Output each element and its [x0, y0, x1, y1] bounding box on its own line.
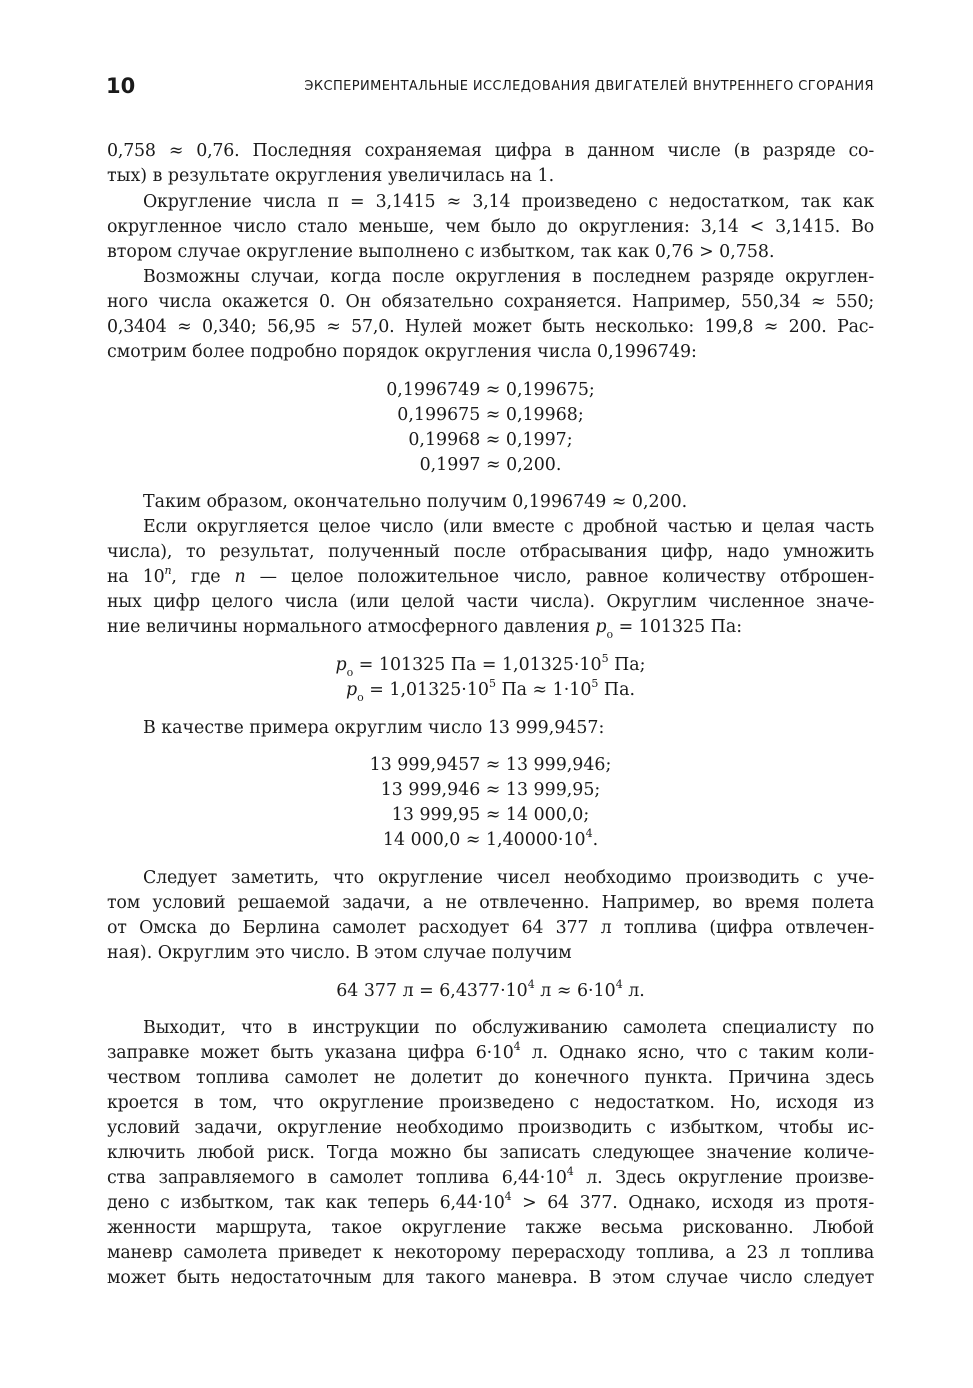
formula-line: $p_о = 101325$ Па = $1,01325\cdot 10^5$ Па; — [335, 652, 646, 680]
equation-line: 0,1996749 ≈ 0,199675; — [386, 380, 595, 400]
text-line: ных цифр целого числа (или целой части числа). Округлим численное значе- — [107, 592, 874, 612]
text-line: ного числа окажется 0. Он обязательно сохраняется. Например, 550,34 ≈ 550; — [107, 292, 874, 312]
text-line: В качестве примера округлим число 13 999,9457: — [143, 718, 605, 738]
equation-line: 13 999,946 ≈ 13 999,95; — [380, 780, 601, 800]
text-line: кроется в том, что округление произведено с недостатком. Но, исходя из — [107, 1093, 874, 1113]
equation-line: 14 $000,0 \approx 1,40000\cdot 10^4$. — [382, 827, 599, 850]
text-line: ние величины нормального атмосферного давления $p_о = 101325$ Па: — [107, 617, 743, 642]
text-line: Следует заметить, что округление чисел необходимо производить с уче- — [143, 868, 874, 888]
text-line: чеством топлива самолет не долетит до конечного пункта. Причина здесь — [107, 1068, 874, 1088]
equation-line: 0,199675 ≈ 0,19968; — [397, 405, 584, 425]
text-line: смотрим более подробно порядок округления числа 0,1996749: — [107, 342, 697, 362]
text-line: от Омска до Берлина самолет расходует 64 377 л топлива (цифра отвлечен- — [107, 918, 874, 938]
text-line: 0,758 ≈ 0,76. Последняя сохраняемая цифра в данном числе (в разряде со- — [107, 141, 874, 161]
text-line: ная). Округлим это число. В этом случае получим — [107, 943, 572, 963]
text-line: Округление числа π = 3,1415 ≈ 3,14 произведено с недостатком, так как — [143, 192, 874, 212]
text-line: женности маршрута, такое округление также весьма рискованно. Любой — [107, 1218, 874, 1238]
text-line: ства заправляемого в самолет топлива $6,44\cdot 10^4$ л. Здесь округление произве- — [107, 1165, 874, 1188]
formula-line: 64 377 $л = 6,4377\cdot 10^4$ $л \approx 6\cdot 10^4$ л. — [336, 978, 645, 1001]
text-line: Если округляется целое число (или вместе с дробной частью и целая часть — [143, 517, 874, 537]
text-line: Выходит, что в инструкции по обслуживанию самолета специалисту по — [143, 1018, 874, 1038]
text-line: числа), то результат, полученный после отбрасывания цифр, надо умножить — [107, 542, 874, 562]
text-line: может быть недостаточным для такого маневра. В этом случае число следует — [107, 1268, 874, 1288]
formula-line: $p_о = 1,01325\cdot 10^5$ Па ≈ $1\cdot 10^5$ Па. — [346, 677, 635, 705]
text-line: том условий решаемой задачи, а не отвлеченно. Например, во время полета — [107, 893, 874, 913]
text-line: тых) в результате округления увеличилась на 1. — [107, 166, 555, 186]
text-line: заправке может быть указана цифра $6\cdot 10^4$ л. Однако ясно, что с таким коли- — [107, 1040, 874, 1063]
equation-line: 0,19968 ≈ 0,1997; — [408, 430, 573, 450]
equation-line: 13 999,9457 ≈ 13 999,946; — [369, 755, 612, 775]
text-line: Возможны случаи, когда после округления в последнем разряде округлен- — [143, 267, 874, 287]
equation-line: 13 999,95 ≈ 14 000,0; — [391, 805, 590, 825]
text-line: округленное число стало меньше, чем было до округления: 3,14 < 3,1415. Во — [107, 217, 874, 237]
text-line: маневр самолета приведет к некоторому перерасходу топлива, а 23 л топлива — [107, 1243, 874, 1263]
equation-line: 0,1997 ≈ 0,200. — [419, 455, 562, 475]
text-line: 0,3404 ≈ 0,340; 56,95 ≈ 57,0. Нулей может быть несколько: 199,8 ≈ 200. Рас- — [107, 317, 874, 337]
text-line: ключить любой риск. Тогда можно бы записать следующее значение количе- — [107, 1143, 874, 1163]
text-line: условий задачи, округление необходимо производить с избытком, чтобы ис- — [107, 1118, 874, 1138]
text-line: Таким образом, окончательно получим 0,1996749 ≈ 0,200. — [143, 492, 688, 512]
running-title: ЭКСПЕРИМЕНТАЛЬНЫЕ ИССЛЕДОВАНИЯ ДВИГАТЕЛЕЙ ВНУТРЕННЕГО СГОРАНИЯ — [304, 79, 874, 94]
text-line: втором случае округление выполнено с избытком, так как 0,76 > 0,758. — [107, 242, 775, 262]
text-line: дено с избытком, так как теперь $6,44\cdot 10^4 > 64$ 377. Однако, исходя из протя- — [107, 1190, 874, 1213]
text-line: на 10$^n$, где n — целое положительное число, равное количеству отброшен- — [107, 564, 874, 587]
page-number: 10 — [106, 74, 136, 98]
